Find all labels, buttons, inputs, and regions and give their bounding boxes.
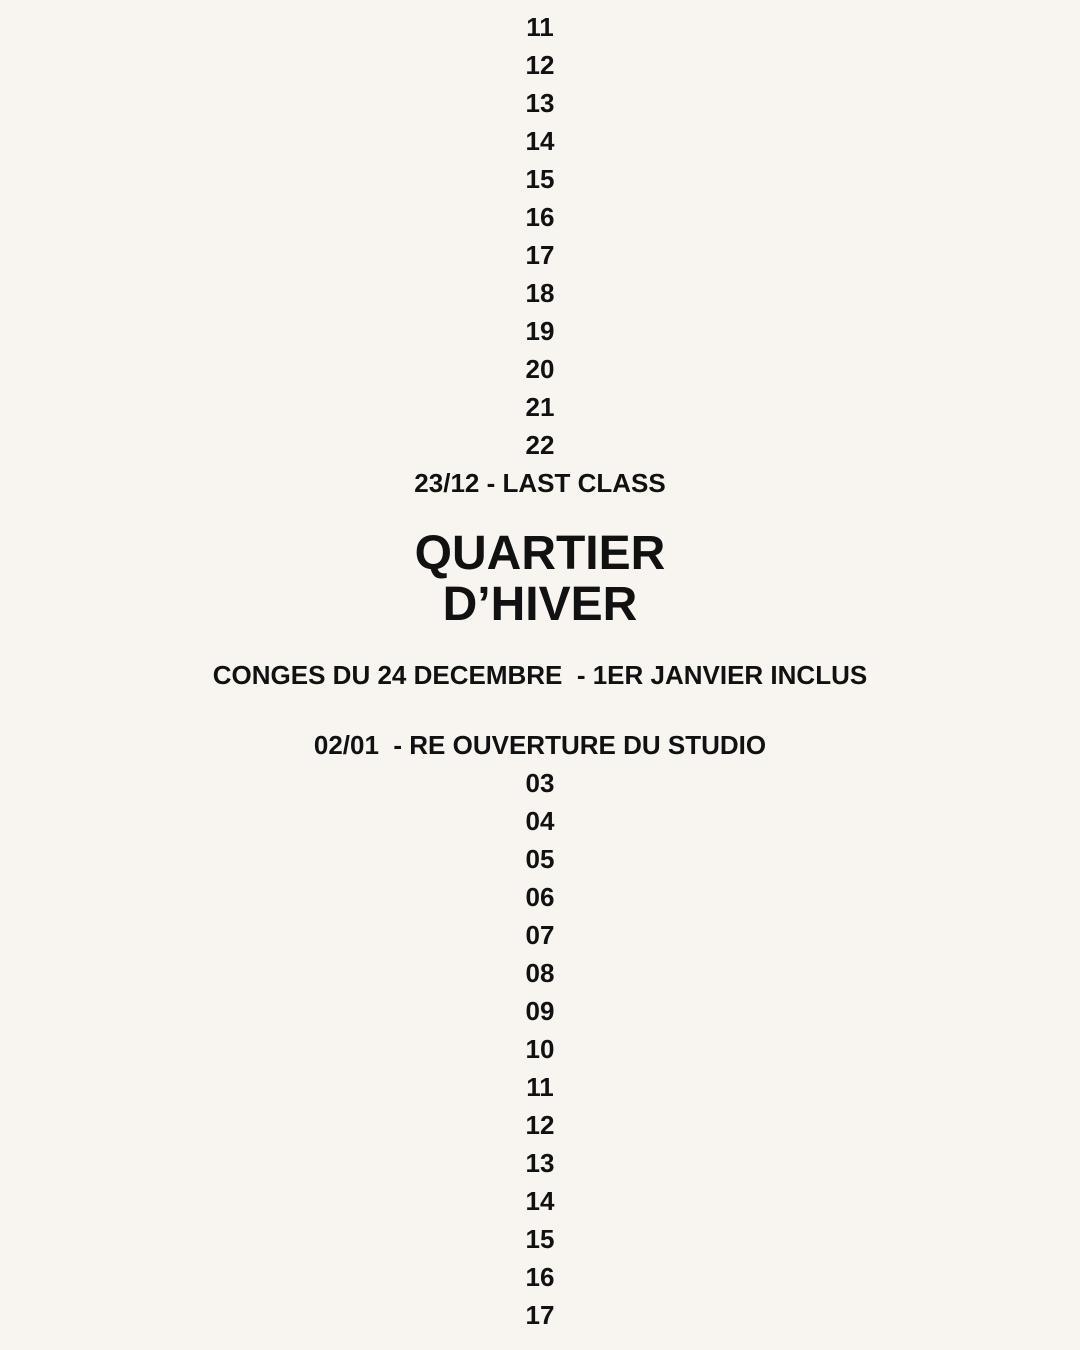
day-number: 22 <box>525 430 555 460</box>
day-number: 08 <box>525 958 555 988</box>
reopening-line: 02/01 - RE OUVERTURE DU STUDIO <box>313 730 767 760</box>
day-number: 14 <box>525 126 555 156</box>
day-number: 09 <box>525 996 555 1026</box>
day-number: 14 <box>525 1186 555 1216</box>
days-list-december <box>0 8 1080 464</box>
day-number: 15 <box>525 164 555 194</box>
day-number: 10 <box>525 1034 555 1064</box>
day-number: 06 <box>525 882 555 912</box>
day-number: 11 <box>526 1072 554 1102</box>
day-number: 20 <box>525 354 555 384</box>
day-number: 17 <box>525 240 555 270</box>
day-number: 13 <box>525 88 555 118</box>
day-number: 15 <box>525 1224 555 1254</box>
day-number: 12 <box>525 1110 555 1140</box>
day-number: 19 <box>525 316 555 346</box>
day-number: 16 <box>525 1262 555 1292</box>
day-number: 07 <box>525 920 555 950</box>
last-class-line: 23/12 - LAST CLASS <box>414 468 666 498</box>
day-number: 18 <box>525 278 555 308</box>
holiday-notice: CONGES DU 24 DECEMBRE - 1ER JANVIER INCLUS <box>212 660 868 690</box>
day-number: 11 <box>526 12 554 42</box>
title-line-1: QUARTIER <box>414 527 666 580</box>
day-number: 05 <box>525 844 555 874</box>
day-number: 16 <box>525 202 555 232</box>
title-line-2: D’HIVER <box>442 578 638 631</box>
day-number: 12 <box>525 50 555 80</box>
day-number: 03 <box>525 768 555 798</box>
day-number: 21 <box>525 392 555 422</box>
day-number: 04 <box>525 806 555 836</box>
page-title <box>0 528 1080 630</box>
days-list-january <box>0 764 1080 1334</box>
day-number: 13 <box>525 1148 555 1178</box>
day-number: 17 <box>525 1300 555 1330</box>
